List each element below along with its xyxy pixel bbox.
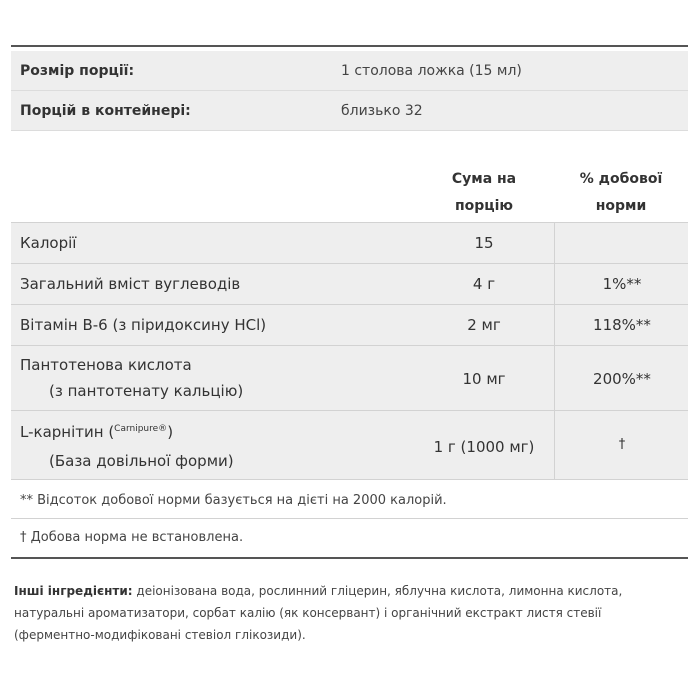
l-carnitine-name: L-карнітин ($^{Carnipure®}$) xyxy=(20,423,174,441)
nutrient-row-pantothenic-acid: Пантотенова кислота (з пантотенату кальцію) 10 мг 200%** xyxy=(11,345,688,410)
daily-value-cell xyxy=(554,223,689,263)
other-ingredients xyxy=(14,580,684,646)
daily-value-header: % добової норми xyxy=(579,171,663,214)
daily-value-cell: 200%** xyxy=(554,346,689,410)
nutrient-row-calories: Калорії 15 xyxy=(11,222,688,263)
daily-value-footnote: ** Відсоток добової норми базується на дієті на 2000 калорій. xyxy=(20,493,447,508)
servings-per-container-row xyxy=(11,91,688,131)
serving-size-row xyxy=(11,51,688,91)
table-bottom-rule xyxy=(11,479,688,480)
carnipure-brand: Carnipure® xyxy=(114,424,168,434)
daily-value-cell: 118%** xyxy=(554,305,689,345)
nutrient-row-l-carnitine: L-карнітин ($^{Carnipure®}$) (База довільної форми) 1 г (1000 мг) † xyxy=(11,410,688,479)
serving-size-label: Розмір порції: xyxy=(20,63,135,79)
amount-per-serving-header: Сума на порцію xyxy=(451,171,517,214)
dagger-footnote: † Добова норма не встановлена. xyxy=(20,530,244,545)
servings-per-container-label: Порцій в контейнері: xyxy=(20,103,191,119)
footnote-divider xyxy=(11,518,688,519)
nutrient-row-carbohydrates: Загальний вміст вуглеводів 4 г 1%** xyxy=(11,263,688,304)
servings-per-container-value: близько 32 xyxy=(341,103,423,119)
other-ingredients-text: деіонізована вода, рослинний гліцерин, яблучна кислота, лимонна кислота, натуральні ароматизатори, сорбат калію (як консервант) і органічний екстракт листя стевії (ферментно-модифіковані стевіол глікозиди). xyxy=(14,584,623,642)
nutrient-row-vitamin-b6: Вітамін B-6 (з піридоксину HCl) 2 мг 118%** xyxy=(11,304,688,345)
supplement-facts-panel xyxy=(11,45,688,559)
serving-size-value: 1 столова ложка (15 мл) xyxy=(341,63,522,79)
daily-value-cell: 1%** xyxy=(554,264,689,304)
daily-value-cell: † xyxy=(554,411,689,479)
other-ingredients-label: Інші інгредієнти: xyxy=(14,584,133,598)
